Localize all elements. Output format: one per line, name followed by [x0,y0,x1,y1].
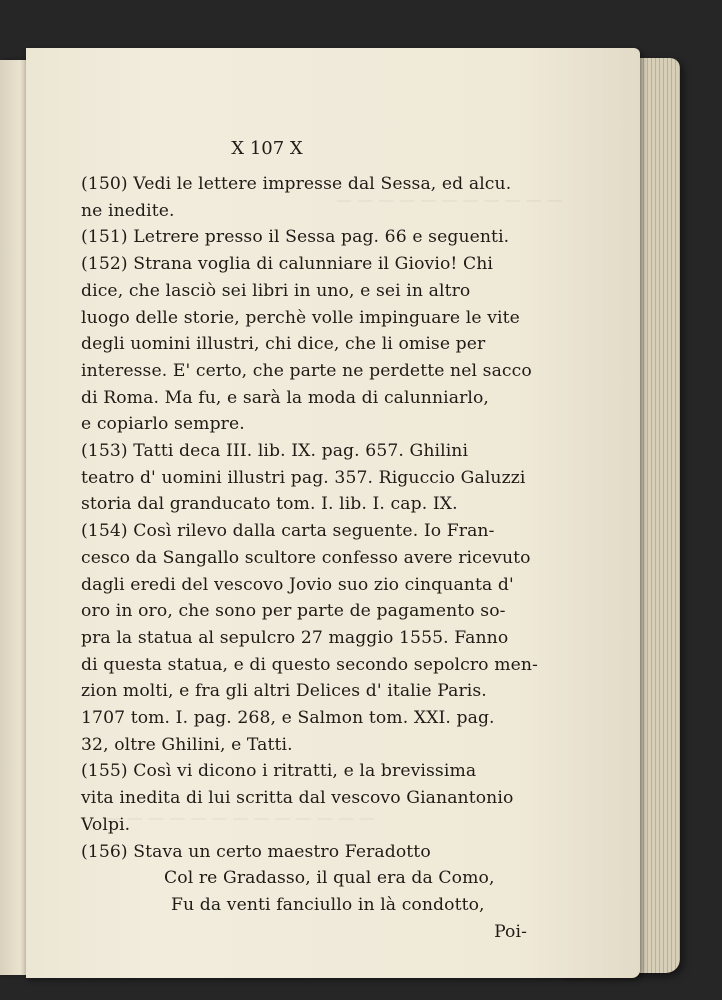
facing-page-edge [0,60,28,975]
footnote-line: oro in oro, che sono per parte de pagamento so- [81,601,506,622]
footnote-line: degli uomini illustri, chi dice, che li omise per [81,334,486,355]
verse-line-2: Fu da venti fanciullo in là condotto, [171,894,485,915]
footnote-line: zion molti, e fra gli altri Delices d' italie Paris. [81,681,487,702]
footnote-line: (151) Letrere presso il Sessa pag. 66 e seguenti. [81,227,510,248]
footnote [81,438,526,518]
footnote-line: interesse. E' certo, che parte ne perdette nel sacco [81,360,532,381]
page-number-header: X 107 X [231,138,303,159]
show-through-text: — — — — — — — — — — — [336,190,563,209]
footnote [81,171,512,224]
footnote-line: teatro d' uomini illustri pag. 357. Riguccio Galuzzi [81,467,526,488]
footnote [81,518,538,758]
notes-text [81,171,538,945]
footnote-line: ne inedite. [81,200,175,221]
footnote-line: storia dal granducato tom. I. lib. I. cap. IX. [81,494,458,515]
footnote-line: Volpi. [81,814,131,835]
footnote [81,839,457,866]
footnote-line: (154) Così rilevo dalla carta seguente. Io Fran- [81,521,495,542]
footnote-line: 1707 tom. I. pag. 268, e Salmon tom. XXI. pag. [81,708,495,729]
catchword: Poi- [494,921,527,942]
footnote-line: (150) Vedi le lettere impresse dal Sessa, ed alcu. [81,174,512,194]
footnote-line: pra la statua al sepulcro 27 maggio 1555. Fanno [81,627,509,648]
footnote-line: (152) Strana voglia di calunniare il Giovio! Chi [81,254,493,275]
show-through-text-lower: — — — — — — — — — — — — — [106,808,376,827]
footnote-line: dice, che lasciò sei libri in uno, e sei in altro [81,280,471,301]
footnote-line: vita inedita di lui scritta dal vescovo Gianantonio [81,788,514,809]
footnote-line: di Roma. Ma fu, e sarà la moda di calunniarlo, [81,387,489,408]
footnote-line: cesco da Sangallo scultore confesso avere ricevuto [81,547,531,568]
footnote-line: e copiarlo sempre. [81,414,245,435]
footnote [81,224,510,251]
footnote [81,251,532,438]
notes-list [81,171,538,865]
footnote-line: (155) Così vi dicono i ritratti, e la brevissima [81,761,477,782]
footnote-line: dagli eredi del vescovo Jovio suo zio cinquanta d' [81,574,514,595]
footnote [81,758,514,838]
footnote-line: (153) Tatti deca III. lib. IX. pag. 657. Ghilini [81,441,469,462]
footnote-line: di questa statua, e di questo secondo sepolcro men- [81,654,538,675]
footnote-line: (156) Stava un certo maestro Feradotto [81,841,431,862]
footnote-line: 32, oltre Ghilini, e Tatti. [81,734,293,755]
verse-line-1: Col re Gradasso, il qual era da Como, [164,868,495,889]
footnote-line: luogo delle storie, perchè volle impinguare le vite [81,307,520,328]
